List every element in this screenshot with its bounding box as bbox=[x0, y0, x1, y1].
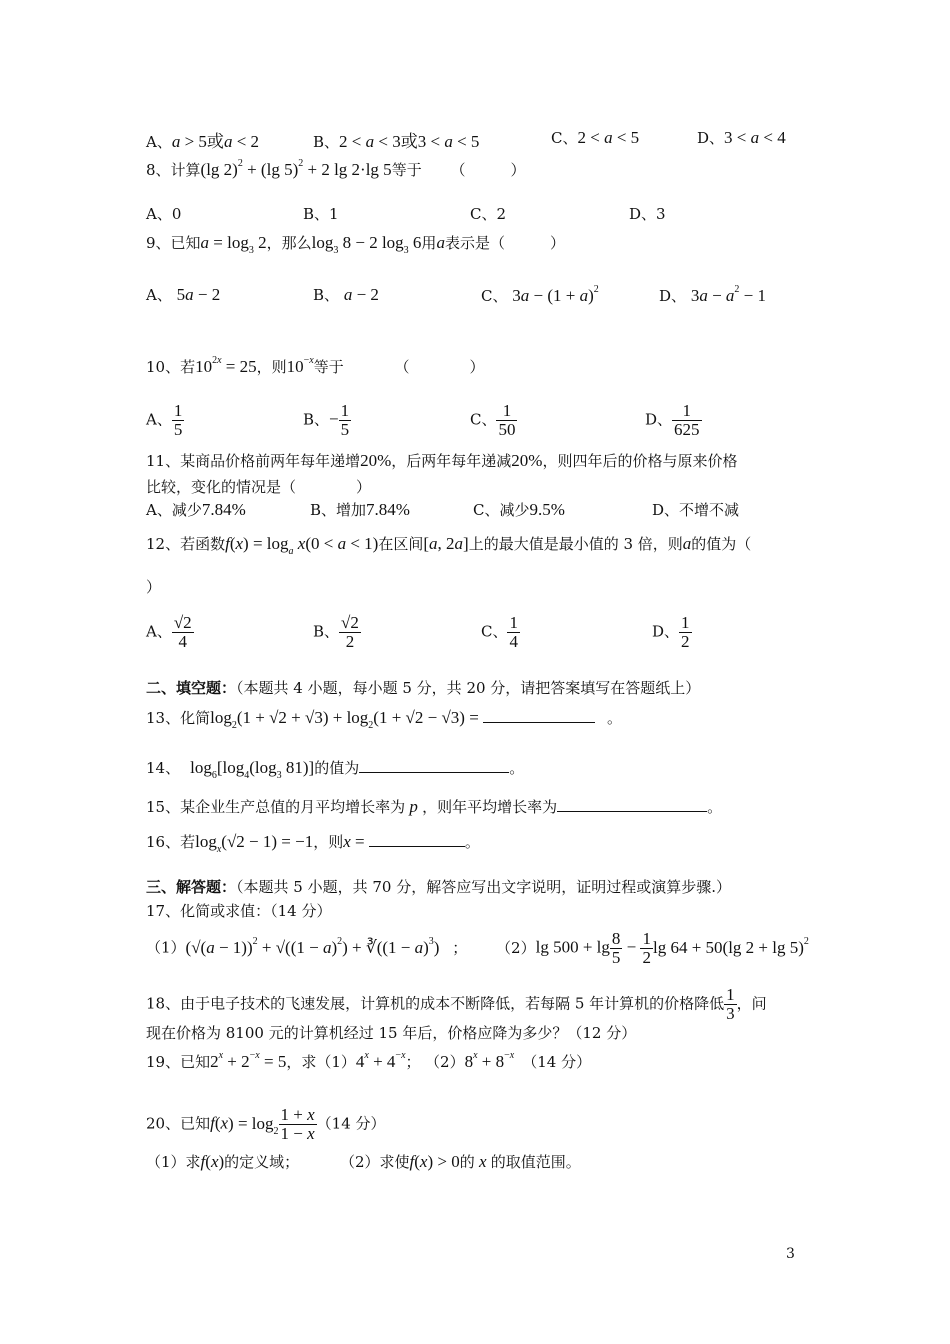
q9-option-a: A、 5a − 2 bbox=[146, 285, 221, 304]
question-16: 16、若$\log_x(√2 - 1) = -1$，则x = 。 bbox=[146, 832, 480, 855]
q11-option-d: D、不增不减 bbox=[652, 501, 740, 519]
question-15: 15、某企业生产总值的月平均增长率为 p ，则年平均增长率为 。 bbox=[146, 797, 723, 816]
q7-option-a: A、a > 5或a < 2 bbox=[146, 132, 260, 151]
question-9: 9、已知$a = \log_3 2$，那么$\log_3 8 - 2$ $\log_3 6$用a表示是（ ） bbox=[146, 233, 565, 256]
q11-option-a: A、减少7.84% bbox=[146, 500, 246, 519]
question-20: 20、已知$f(x) = \log_2$ $\frac{1 + x}{1 - x}$ （14 分） bbox=[146, 1105, 386, 1143]
question-18: 18、由于电子技术的飞速发展，计算机的成本不断降低，若每隔 5 年计算机的价格降低 $\frac{1}{3}$ ，问 bbox=[146, 985, 767, 1023]
q10-option-c: C、 $\frac{1}{50}$ bbox=[470, 401, 516, 439]
question-13: 13、化简$\log_2(1 + √2 + √3) + \log_2(1 + √2 - √3)$ = 。 bbox=[146, 708, 623, 731]
question-14: 14、 $\log_6[\log_4(\log_3$ 81)]的值为 。 bbox=[146, 758, 525, 781]
question-19: 19、已知$2^x + 2^{-x} = 5$，求$(1)4^x + 4^{-x}$； $(2)8^x + 8^{-x}$ （14 分） bbox=[146, 1050, 592, 1071]
section-3-heading: 三、解答题：（本题共 5 小题，共 70 分，解答应写出文字说明，证明过程或演算步骤.） bbox=[146, 878, 731, 896]
page-number: 3 bbox=[786, 1246, 795, 1262]
question-8: 8、计算(lg 2)$^2$ + (lg 5)$^2$ + 2 lg 2·lg 5等于 （ ） bbox=[146, 158, 526, 179]
question-11-line-2: 比较，变化的情况是（ ） bbox=[146, 478, 372, 496]
q9-option-c: C、 $3a - (1 + a)^2$ bbox=[481, 284, 599, 305]
q8-option-b: B、1 bbox=[303, 205, 339, 223]
question-10: 10、若$10^{2x} = 25$，则$10^{-x}$等于 （ ） bbox=[146, 355, 485, 376]
question-17: 17、化简或求值：（14 分） bbox=[146, 902, 332, 920]
q8-option-a: A、0 bbox=[146, 205, 182, 223]
q12-option-c: C、 $\frac{1}{4}$ bbox=[481, 613, 518, 651]
question-11: 11、某商品价格前两年每年递增20%，后两年每年递减20%，则四年后的价格与原来价格 bbox=[146, 451, 738, 470]
q12-option-b: B、 $\frac{√2}{2}$ bbox=[313, 613, 359, 651]
q12-option-d: D、 $\frac{1}{2}$ bbox=[652, 613, 690, 651]
question-17-parts: $(1)(√(a - 1))^2 + √((1 - a)^2)$ + ∛((1 − a)$^3$) ； （2）lg 500 + lg $\frac{8}{5}$ − $\frac{1}{2}$ lg 64 + 50(lg 2 + lg 5)$^2$ bbox=[146, 929, 809, 967]
question-12-close: ） bbox=[146, 578, 162, 596]
q11-option-b: B、增加7.84% bbox=[310, 500, 410, 519]
q7-option-d: D、3 < a < 4 bbox=[697, 128, 786, 147]
q10-option-a: A、 $\frac{1}{5}$ bbox=[146, 401, 183, 439]
q8-option-d: D、3 bbox=[629, 205, 666, 223]
question-20-parts: （1）求f(x)的定义域； （2）求使f(x) > 0的 x 的取值范围。 bbox=[146, 1152, 581, 1171]
q7-option-c: C、2 < a < 5 bbox=[551, 128, 640, 147]
q9-option-d: D、 $3a - a^2 - 1$ bbox=[659, 284, 766, 305]
q8-option-c: C、2 bbox=[470, 205, 507, 223]
q11-option-c: C、减少9.5% bbox=[473, 500, 565, 519]
q7-option-b: B、2 < a < 3或3 < a < 5 bbox=[313, 132, 480, 151]
question-18-line-2: 现在价格为 8100 元的计算机经过 15 年后，价格应降为多少？（12 分） bbox=[146, 1024, 637, 1042]
q12-option-a: A、 $\frac{√2}{4}$ bbox=[146, 613, 192, 651]
section-2-heading: 二、填空题：（本题共 4 小题，每小题 5 分，共 20 分，请把答案填写在答题纸上） bbox=[146, 679, 701, 697]
q10-option-d: D、 $\frac{1}{625}$ bbox=[645, 401, 700, 439]
q10-option-b: B、− $\frac{1}{5}$ bbox=[303, 401, 350, 439]
question-12: 12、若函数$f(x) = \log_a x(0 < a < 1)$在区间[a, 2a]上的最大值是最小值的 3 倍，则a的值为（ bbox=[146, 534, 752, 557]
q9-option-b: B、 a − 2 bbox=[313, 285, 379, 304]
